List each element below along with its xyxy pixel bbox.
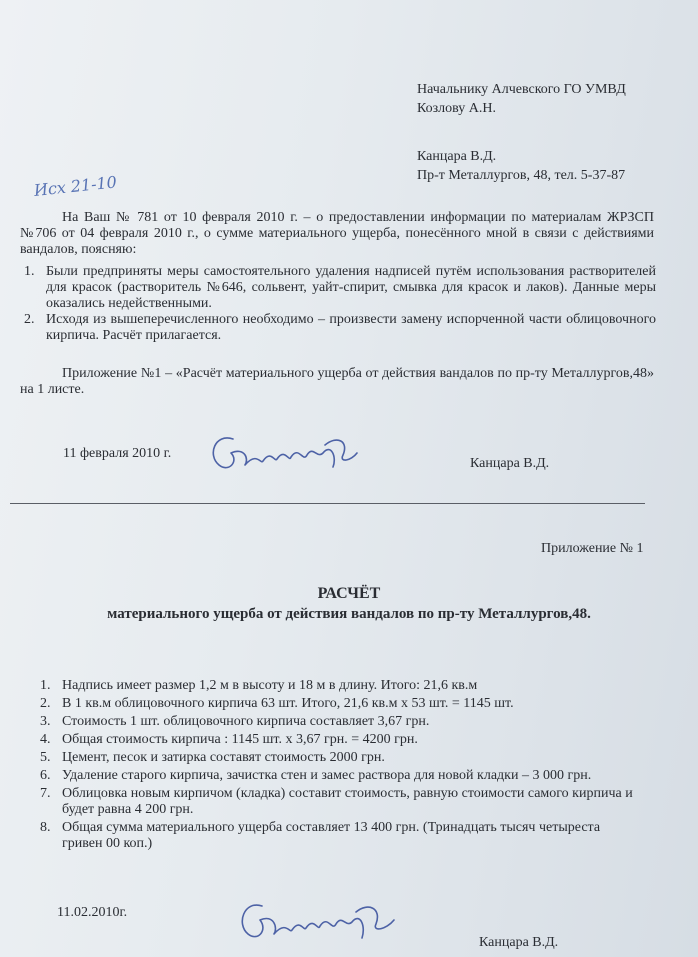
item-number: 8. bbox=[40, 820, 51, 835]
letter-date: 11 февраля 2010 г. bbox=[63, 446, 172, 461]
item-text: Общая сумма материального ущерба составляет 13 400 грн. (Тринадцать тысяч четыреста гривен 00 коп.) bbox=[62, 820, 601, 851]
letter-intro: На Ваш № 781 от 10 февраля 2010 г. – о предоставлении информации по материалам ЖРЗСП №706 от 04 февраля 2010 г., о сумме материального ущерба, понесённого мной в связи с действиями вандалов, поясняю: bbox=[20, 210, 654, 257]
appendix-title: РАСЧЁТ bbox=[317, 585, 381, 602]
list-item bbox=[32, 696, 642, 712]
item-number: 5. bbox=[40, 750, 51, 765]
calculation-list bbox=[32, 678, 642, 854]
signature-image bbox=[232, 890, 402, 950]
list-item bbox=[16, 264, 656, 312]
item-text: Надпись имеет размер 1,2 м в высоту и 18 м в длину. Итого: 21,6 кв.м bbox=[62, 678, 478, 693]
attachment-note: Приложение №1 – «Расчёт материального ущерба от действия вандалов по пр-ту Металлургов,48» на 1 листе. bbox=[20, 366, 654, 397]
list-item bbox=[32, 678, 642, 694]
signature-image bbox=[205, 425, 365, 480]
letter-signer-name: Канцара В.Д. bbox=[470, 456, 550, 471]
item-number: 4. bbox=[40, 732, 51, 747]
item-text: Цемент, песок и затирка составят стоимость 2000 грн. bbox=[62, 750, 385, 765]
item-text: Удаление старого кирпича, зачистка стен и замес раствора для новой кладки – 3 000 грн. bbox=[62, 768, 592, 783]
sender-name: Канцара В.Д. bbox=[417, 149, 497, 164]
list-item bbox=[32, 750, 642, 766]
list-item bbox=[16, 312, 656, 344]
list-item bbox=[32, 732, 642, 748]
list-item bbox=[32, 714, 642, 730]
item-number: 1. bbox=[40, 678, 51, 693]
appendix-signer-name: Канцара В.Д. bbox=[479, 935, 559, 950]
appendix-label: Приложение № 1 bbox=[541, 541, 644, 556]
item-text: Стоимость 1 шт. облицовочного кирпича составляет 3,67 грн. bbox=[62, 714, 430, 729]
item-text: Исходя из вышеперечисленного необходимо – произвести замену испорченной части облицовочного кирпича. Расчёт прилагается. bbox=[46, 312, 656, 343]
sender-block bbox=[417, 147, 625, 185]
section-divider bbox=[10, 503, 645, 504]
item-text: Были предприняты меры самостоятельного удаления надписей путём использования растворителей для красок (растворитель №646, сольвент, уайт-спирит, смывка для красок и лаков). Данные меры оказались недейственными. bbox=[46, 264, 656, 311]
appendix-date: 11.02.2010г. bbox=[57, 905, 128, 920]
list-item bbox=[32, 768, 642, 784]
item-number: 3. bbox=[40, 714, 51, 729]
item-number: 2. bbox=[24, 312, 35, 327]
letter-items-list bbox=[16, 264, 656, 344]
item-number: 7. bbox=[40, 786, 51, 801]
item-number: 6. bbox=[40, 768, 51, 783]
addressee-name: Козлову А.Н. bbox=[417, 101, 497, 116]
item-text: Общая стоимость кирпича : 1145 шт. х 3,67 грн. = 4200 грн. bbox=[62, 732, 418, 747]
item-number: 1. bbox=[24, 264, 35, 279]
handwritten-outgoing-number: Исх 21-10 bbox=[33, 172, 118, 200]
item-number: 2. bbox=[40, 696, 51, 711]
appendix-subtitle: материального ущерба от действия вандалов по пр-ту Металлургов,48. bbox=[107, 606, 591, 622]
sender-address: Пр-т Металлургов, 48, тел. 5-37-87 bbox=[417, 168, 626, 183]
addressee-block bbox=[417, 80, 626, 118]
list-item bbox=[32, 820, 642, 852]
list-item bbox=[32, 786, 642, 818]
item-text: В 1 кв.м облицовочного кирпича 63 шт. Итого, 21,6 кв.м х 53 шт. = 1145 шт. bbox=[62, 696, 514, 711]
addressee-title: Начальнику Алчевского ГО УМВД bbox=[417, 82, 626, 97]
item-text: Облицовка новым кирпичом (кладка) составит стоимость, равную стоимости самого кирпича и будет равна 4 200 грн. bbox=[62, 786, 633, 817]
